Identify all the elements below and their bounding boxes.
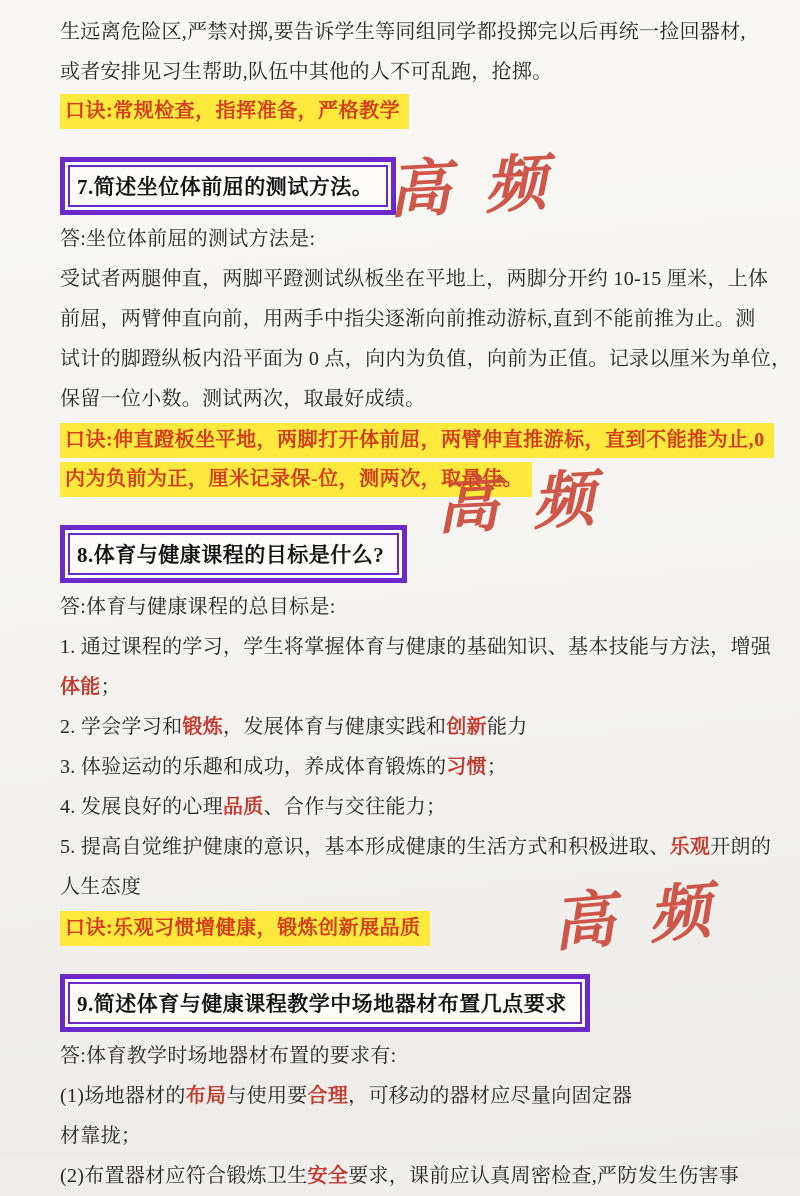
text-segment: 2. 学会学习和 — [60, 716, 183, 738]
text-segment: 4. 发展良好的心理 — [60, 796, 223, 818]
question-box-8: 8.体育与健康课程的目标是什么? — [60, 525, 407, 583]
text-segment: 、合作与交往能力； — [263, 796, 447, 818]
keyword-emphasis: 合理 — [307, 1085, 349, 1107]
goal-item-line — [60, 707, 750, 747]
body-line: 保留一位小数。测试两次，取最好成绩。 — [60, 388, 426, 410]
text-segment: 材靠拢； — [60, 1125, 142, 1147]
keyword-emphasis: 体能 — [60, 676, 101, 698]
requirement-line — [60, 1156, 750, 1196]
text-segment: 人生态度 — [60, 876, 142, 898]
text-segment: 能力 — [486, 716, 528, 738]
answer-body-9 — [60, 1076, 750, 1196]
mnemonic-q7 — [60, 423, 765, 499]
requirement-line — [60, 1116, 750, 1156]
question-box-7: 7.简述坐位体前屈的测试方法。 — [60, 157, 396, 215]
goal-item-line — [60, 627, 772, 667]
mnemonic-intro — [60, 94, 750, 131]
keyword-emphasis: 锻炼 — [182, 716, 224, 738]
text-segment: ，发展体育与健康实践和 — [223, 716, 447, 738]
keyword-emphasis: 习惯 — [446, 756, 487, 778]
high-frequency-stamp: 高频 — [434, 464, 631, 542]
body-line: 受试者两腿伸直，两脚平蹬测试纵板坐在平地上，两脚分开约 10-15 厘米，上体 — [60, 268, 769, 290]
answer-body-7 — [60, 259, 792, 419]
mnemonic-highlight: 口诀:常规检查，指挥准备，严格教学 — [60, 94, 409, 129]
keyword-emphasis: 布局 — [185, 1085, 227, 1107]
mnemonic-line — [60, 423, 765, 460]
mnemonic-highlight: 内为负前为正，厘米记录保-位，测两次，取最佳。 — [60, 462, 532, 497]
text-segment: 3. 体验运动的乐趣和成功，养成体育锻炼的 — [60, 756, 447, 778]
high-frequency-stamp: 高频 — [549, 874, 748, 960]
goal-item-line — [60, 827, 772, 867]
question-box-9: 9.简述体育与健康课程教学中场地器材布置几点要求 — [60, 974, 590, 1032]
text-segment: 与使用要 — [226, 1085, 308, 1107]
intro-line: 或者安排见习生帮助,队伍中其他的人不可乱跑，抢掷。 — [60, 61, 553, 83]
body-line: 前屈，两臂伸直向前，用两手中指尖逐渐向前推动游标,直到不能前推为止。测 — [60, 308, 756, 330]
high-frequency-stamp: 高频 — [386, 148, 583, 226]
body-line: 试计的脚蹬纵板内沿平面为 0 点，向内为负值，向前为正值。记录以厘米为单位， — [60, 348, 792, 370]
answer-intro-9: 答:体育教学时场地器材布置的要求有: — [60, 1045, 397, 1067]
text-segment: ，可移动的器材应尽量向固定器 — [348, 1085, 633, 1107]
intro-line: 生远离危险区,严禁对掷,要告诉学生等同组同学都投掷完以后再统一捡回器材, — [60, 21, 746, 43]
text-segment: ； — [100, 676, 121, 698]
goal-item-line — [60, 787, 750, 827]
goal-item-line — [60, 747, 750, 787]
mnemonic-highlight: 口诀:乐观习惯增健康，锻炼创新展品质 — [60, 911, 430, 946]
mnemonic-highlight: 口诀:伸直蹬板坐平地，两脚打开体前屈，两臂伸直推游标，直到不能推为止,0 — [60, 423, 774, 458]
section-q9 — [60, 950, 750, 1196]
text-segment: ； — [486, 756, 508, 778]
mnemonic-line — [60, 462, 750, 499]
goal-item-line — [60, 667, 750, 707]
intro-paragraph — [60, 12, 750, 92]
answer-intro-7: 答:坐位体前屈的测试方法是: — [60, 228, 316, 250]
text-segment: 开朗的 — [710, 836, 772, 858]
text-segment: 要求，课前应认真周密检查,严防发生伤害事 — [348, 1165, 740, 1187]
keyword-emphasis: 创新 — [446, 716, 487, 738]
text-segment: (1)场地器材的 — [60, 1085, 186, 1107]
keyword-emphasis: 安全 — [307, 1165, 349, 1187]
requirement-line — [60, 1076, 750, 1116]
text-segment: (2)布置器材应符合锻炼卫生 — [60, 1165, 308, 1187]
keyword-emphasis: 品质 — [223, 796, 264, 818]
keyword-emphasis: 乐观 — [669, 836, 711, 858]
answer-intro-8: 答:体育与健康课程的总目标是: — [60, 596, 336, 618]
text-segment: 1. 通过课程的学习，学生将掌握体育与健康的基础知识、基本技能与方法，增强 — [60, 636, 772, 658]
text-segment: 5. 提高自觉维护健康的意识，基本形成健康的生活方式和积极进取、 — [60, 836, 670, 858]
